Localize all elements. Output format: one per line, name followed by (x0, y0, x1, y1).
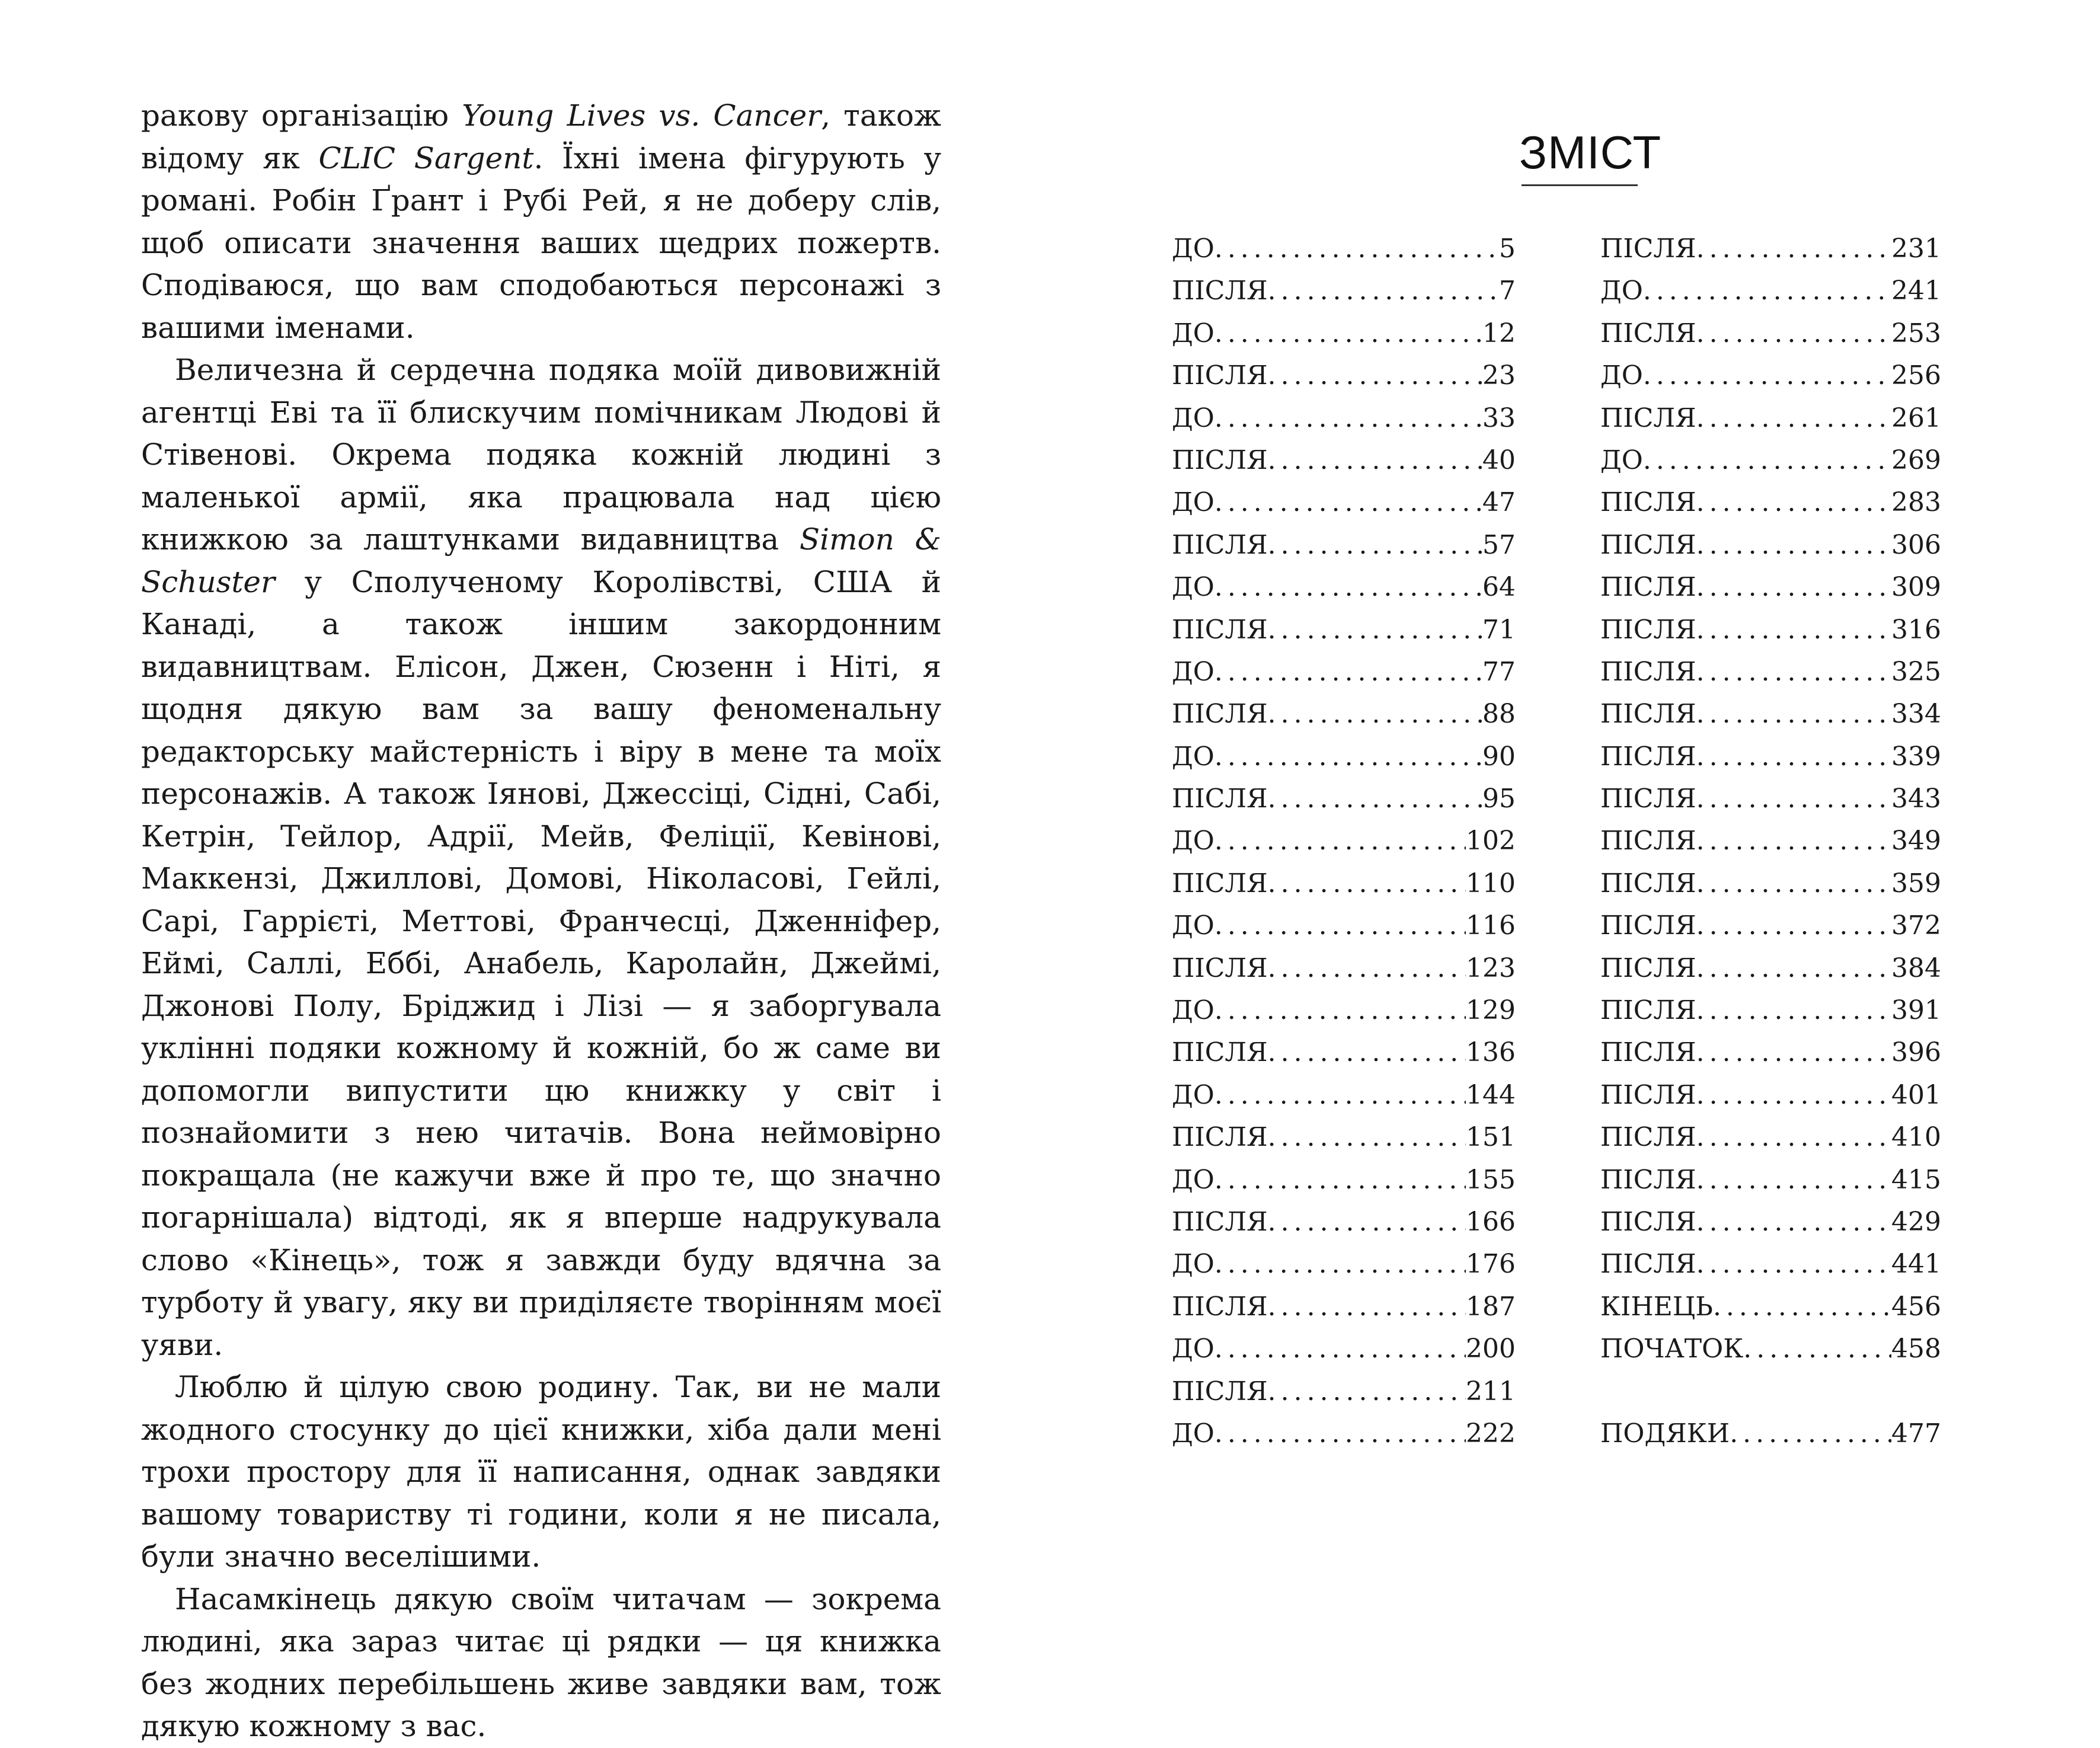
toc-entry[interactable] (1172, 947, 1516, 989)
toc-leader-dots (1214, 905, 1466, 947)
toc-entry[interactable] (1600, 1031, 1941, 1073)
toc-entry-label: ДО (1600, 360, 1643, 391)
toc-entry[interactable] (1600, 693, 1941, 735)
toc-leader-dots (1696, 736, 1891, 778)
toc-entry-page: 372 (1891, 910, 1941, 941)
toc-entry-page: 90 (1482, 741, 1516, 772)
toc-entry-label: ПІСЛЯ (1600, 1122, 1696, 1153)
toc-leader-dots (1268, 354, 1482, 397)
toc-leader-dots (1643, 439, 1891, 481)
toc-entry-page: 325 (1891, 656, 1941, 687)
toc-entry-page: 110 (1466, 868, 1516, 899)
toc-entry[interactable] (1600, 736, 1941, 778)
toc-entry-page: 123 (1466, 953, 1516, 983)
toc-leader-dots (1214, 820, 1466, 862)
toc-entry-page: 283 (1891, 487, 1941, 518)
toc-title-underline (1522, 184, 1638, 186)
toc-entry-label: ПІСЛЯ (1172, 784, 1268, 814)
text-run: . Їхні імена фігурують у романі. Робін Ґрант і Рубі Рей, я не доберу слів, щоб описати значення ваших щедрих пожертв. Сподіваюся, що вам сподобаються персонажі з вашими іменами. (141, 140, 942, 345)
toc-leader-dots (1696, 609, 1891, 651)
toc-entry[interactable] (1172, 481, 1516, 523)
toc-leader-dots (1696, 1116, 1891, 1158)
toc-leader-dots (1268, 1201, 1466, 1243)
italic-text: CLIC Sargent (318, 140, 534, 175)
toc-entry-page: 343 (1891, 784, 1941, 814)
toc-leader-dots (1268, 1370, 1466, 1413)
toc-leader-dots (1268, 439, 1482, 481)
toc-leader-dots (1696, 312, 1891, 354)
toc-leader-dots (1696, 947, 1891, 989)
toc-entry-page: 47 (1482, 487, 1516, 518)
toc-entry-label: ДО (1172, 656, 1214, 687)
toc-entry-page: 339 (1891, 741, 1941, 772)
toc-leader-dots (1268, 693, 1482, 735)
toc-entry-label: ДО (1600, 276, 1643, 306)
toc-entry-label: ДО (1172, 1334, 1214, 1364)
toc-entry-label: ПІСЛЯ (1172, 1206, 1268, 1237)
toc-entry-page: 269 (1891, 445, 1941, 475)
toc-entry[interactable] (1600, 1328, 1941, 1370)
toc-leader-dots (1696, 778, 1891, 820)
toc-right-column (1600, 228, 1941, 1455)
toc-entry-label: ПІСЛЯ (1600, 402, 1696, 433)
toc-leader-dots (1696, 905, 1891, 947)
toc-entry-page: 410 (1891, 1122, 1941, 1153)
toc-entry-label: ДО (1172, 318, 1214, 349)
toc-entry-label: ПІСЛЯ (1172, 1122, 1268, 1153)
toc-entry[interactable] (1600, 778, 1941, 820)
toc-entry-label: ДО (1172, 1249, 1214, 1280)
toc-entry-label: КІНЕЦЬ (1600, 1291, 1713, 1322)
toc-entry[interactable] (1600, 651, 1941, 693)
toc-entry-label: ПІСЛЯ (1600, 1206, 1696, 1237)
toc-leader-dots (1696, 228, 1891, 270)
toc-entry[interactable] (1172, 270, 1516, 312)
toc-entry-label: ДО (1172, 402, 1214, 433)
toc-entry-label: ПІСЛЯ (1600, 953, 1696, 983)
toc-entry[interactable] (1600, 1286, 1941, 1328)
toc-entry-label: ПІСЛЯ (1172, 529, 1268, 560)
toc-entry-label: ПІСЛЯ (1600, 910, 1696, 941)
toc-entry[interactable] (1172, 1286, 1516, 1328)
acknowledgements-text (141, 95, 941, 1748)
toc-entry[interactable] (1600, 397, 1941, 439)
toc-leader-dots (1696, 1159, 1891, 1201)
toc-entry-page: 306 (1891, 529, 1941, 560)
toc-entry[interactable] (1600, 862, 1941, 905)
toc-entry-label: ПІСЛЯ (1172, 1291, 1268, 1322)
toc-entry-page: 166 (1466, 1206, 1516, 1237)
toc-entry-page: 477 (1891, 1418, 1941, 1449)
toc-entry[interactable] (1172, 1201, 1516, 1243)
toc-entry-label: ПІСЛЯ (1600, 656, 1696, 687)
toc-entry[interactable] (1600, 1116, 1941, 1158)
toc-leader-dots (1696, 566, 1891, 608)
toc-entry-label: ПІСЛЯ (1172, 699, 1268, 730)
toc-entry-page: 102 (1466, 826, 1516, 857)
toc-entry-label: ПІСЛЯ (1600, 995, 1696, 1026)
toc-entry[interactable] (1600, 439, 1941, 481)
toc-entry-label: ДО (1600, 445, 1643, 475)
toc-entry-label: ПІСЛЯ (1172, 1376, 1268, 1407)
toc-entry[interactable] (1172, 1370, 1516, 1413)
toc-leader-dots (1214, 481, 1482, 523)
toc-entry-page: 176 (1466, 1249, 1516, 1280)
toc-left-column (1172, 228, 1516, 1455)
toc-entry-label: ДО (1172, 234, 1214, 264)
toc-entry-page: 129 (1466, 995, 1516, 1026)
toc-entry-label: ПІСЛЯ (1172, 276, 1268, 306)
toc-entry-label: ДО (1172, 826, 1214, 857)
toc-entry[interactable] (1172, 1159, 1516, 1201)
toc-leader-dots (1268, 1031, 1466, 1073)
toc-leader-dots (1214, 1413, 1466, 1455)
toc-leader-dots (1696, 1201, 1891, 1243)
toc-entry[interactable] (1172, 862, 1516, 905)
toc-entry[interactable] (1172, 905, 1516, 947)
toc-entry-label: ПІСЛЯ (1600, 234, 1696, 264)
toc-leader-dots (1730, 1413, 1891, 1455)
toc-entry-label: ДО (1172, 1079, 1214, 1110)
toc-entry[interactable] (1172, 693, 1516, 735)
paragraph (141, 1366, 941, 1578)
toc-entry[interactable] (1600, 905, 1941, 947)
toc-entry-page: 384 (1891, 953, 1941, 983)
italic-text: Young Lives vs. Cancer (462, 98, 822, 133)
toc-entry[interactable] (1600, 1159, 1941, 1201)
toc-entry-page: 456 (1891, 1291, 1941, 1322)
toc-leader-dots (1214, 397, 1482, 439)
toc-entry-label: ДО (1172, 995, 1214, 1026)
toc-entry-label: ДО (1172, 1164, 1214, 1195)
text-run: ракову організацію (141, 98, 462, 133)
toc-entry-page: 316 (1891, 614, 1941, 645)
paragraph (141, 349, 941, 1366)
toc-leader-dots (1268, 778, 1482, 820)
toc-leader-dots (1214, 1074, 1466, 1116)
toc-leader-dots (1696, 397, 1891, 439)
toc-title: ЗМІСТ (1519, 126, 1662, 178)
text-run: , також відому як (141, 98, 941, 175)
paragraph (141, 95, 941, 349)
toc-leader-dots (1268, 524, 1482, 566)
toc-entry[interactable] (1172, 439, 1516, 481)
toc-leader-dots (1268, 1286, 1466, 1328)
toc-entry-label: ПІСЛЯ (1172, 1037, 1268, 1068)
toc-leader-dots (1696, 820, 1891, 862)
toc-entry-page: 211 (1466, 1376, 1516, 1407)
toc-entry-label: ПІСЛЯ (1172, 868, 1268, 899)
toc-leader-dots (1268, 609, 1482, 651)
toc-leader-dots (1643, 354, 1891, 397)
italic-text: Simon & Schuster (141, 522, 941, 599)
toc-leader-dots (1696, 862, 1891, 905)
toc-entry-page: 95 (1482, 784, 1516, 814)
toc-entry[interactable] (1172, 989, 1516, 1031)
toc-entry-page: 429 (1891, 1206, 1941, 1237)
toc-entry-label: ПІСЛЯ (1600, 868, 1696, 899)
toc-entry-page: 151 (1466, 1122, 1516, 1153)
toc-entry-page: 5 (1499, 234, 1516, 264)
paragraph (141, 1578, 941, 1748)
toc-entry[interactable] (1172, 1413, 1516, 1455)
toc-entry-label: ПІСЛЯ (1600, 1079, 1696, 1110)
toc-entry[interactable] (1172, 651, 1516, 693)
toc-entry[interactable] (1172, 397, 1516, 439)
toc-entry-page: 415 (1891, 1164, 1941, 1195)
toc-leader-dots (1268, 947, 1466, 989)
toc-entry-label: ПІСЛЯ (1600, 741, 1696, 772)
toc-entry[interactable] (1600, 228, 1941, 270)
toc-entry[interactable] (1600, 312, 1941, 354)
toc-entry[interactable] (1600, 609, 1941, 651)
toc-entry-label: ПІСЛЯ (1600, 1037, 1696, 1068)
toc-entry-page: 33 (1482, 402, 1516, 433)
toc-entry-page: 57 (1482, 529, 1516, 560)
toc-entry-label: ПІСЛЯ (1600, 826, 1696, 857)
toc-entry-page: 7 (1499, 276, 1516, 306)
toc-entry[interactable] (1172, 1116, 1516, 1158)
toc-entry-page: 187 (1466, 1291, 1516, 1322)
toc-entry-page: 396 (1891, 1037, 1941, 1068)
toc-entry-label: ПІСЛЯ (1600, 572, 1696, 603)
toc-entry-label: ДО (1172, 741, 1214, 772)
toc-leader-dots (1214, 566, 1482, 608)
toc-entry-page: 261 (1891, 402, 1941, 433)
toc-entry-label: ПІСЛЯ (1600, 487, 1696, 518)
toc-leader-dots (1696, 651, 1891, 693)
toc-spacer (1600, 1370, 1941, 1413)
toc-entry-page: 401 (1891, 1079, 1941, 1110)
toc-entry[interactable] (1600, 820, 1941, 862)
toc-entry-label: ПІСЛЯ (1600, 1249, 1696, 1280)
toc-entry-label: ПОЧАТОК (1600, 1334, 1744, 1364)
toc-leader-dots (1268, 1116, 1466, 1158)
toc-entry-label: ПІСЛЯ (1600, 699, 1696, 730)
toc-entry[interactable] (1172, 1328, 1516, 1370)
toc-entry-page: 349 (1891, 826, 1941, 857)
acknowledgements-page (141, 95, 941, 1748)
toc-entry[interactable] (1600, 566, 1941, 608)
toc-entry-page: 136 (1466, 1037, 1516, 1068)
toc-entry-label: ПІСЛЯ (1600, 784, 1696, 814)
toc-entry-page: 391 (1891, 995, 1941, 1026)
toc-entry-page: 144 (1466, 1079, 1516, 1110)
toc-leader-dots (1696, 524, 1891, 566)
toc-entry[interactable] (1600, 947, 1941, 989)
toc-leader-dots (1696, 1074, 1891, 1116)
toc-entry[interactable] (1172, 1074, 1516, 1116)
toc-entry-page: 88 (1482, 699, 1516, 730)
toc-entry[interactable] (1600, 989, 1941, 1031)
toc-entry-page: 71 (1482, 614, 1516, 645)
toc-leader-dots (1696, 693, 1891, 735)
toc-entry-page: 64 (1482, 572, 1516, 603)
toc-entry-label: ДО (1172, 1418, 1214, 1449)
toc-leader-dots (1643, 270, 1891, 312)
toc-entry-label: ПІСЛЯ (1172, 614, 1268, 645)
toc-entry[interactable] (1172, 609, 1516, 651)
toc-entry-page: 12 (1482, 318, 1516, 349)
toc-leader-dots (1696, 1243, 1891, 1285)
toc-entry[interactable] (1600, 354, 1941, 397)
toc-entry-label: ПІСЛЯ (1600, 614, 1696, 645)
toc-leader-dots (1268, 270, 1499, 312)
toc-entry-label: ПІСЛЯ (1172, 953, 1268, 983)
toc-leader-dots (1214, 989, 1466, 1031)
toc-entry[interactable] (1600, 1413, 1941, 1455)
text-run: Величезна й сердечна подяка моїй дивовижній агентці Еві та її блискучим помічникам Людові й Стівенові. Окрема подяка кожній людині з маленької армії, яка працювала над цією книжкою за лаштунками видавництва (141, 353, 941, 557)
text-run: Люблю й цілую свою родину. Так, ви не мали жодного стосунку до цієї книжки, хіба дали мені трохи простору для її написання, однак завдяки вашому товариству ті години, коли я не писала, були значно веселішими. (141, 1370, 941, 1574)
toc-leader-dots (1268, 862, 1466, 905)
toc-entry-page: 253 (1891, 318, 1941, 349)
toc-leader-dots (1743, 1328, 1891, 1370)
toc-entry-label: ПІСЛЯ (1172, 360, 1268, 391)
toc-entry-label: ПІСЛЯ (1172, 445, 1268, 475)
toc-leader-dots (1696, 989, 1891, 1031)
toc-entry-page: 231 (1891, 234, 1941, 264)
toc-leader-dots (1214, 1328, 1466, 1370)
toc-entry[interactable] (1600, 481, 1941, 523)
toc-entry[interactable] (1172, 736, 1516, 778)
toc-entry-page: 241 (1891, 276, 1941, 306)
toc-leader-dots (1696, 1031, 1891, 1073)
toc-entry[interactable] (1600, 270, 1941, 312)
toc-entry-page: 458 (1891, 1334, 1941, 1364)
toc-leader-dots (1696, 481, 1891, 523)
toc-leader-dots (1214, 1159, 1466, 1201)
toc-leader-dots (1713, 1286, 1891, 1328)
toc-entry[interactable] (1172, 1243, 1516, 1285)
toc-leader-dots (1214, 312, 1482, 354)
toc-entry[interactable] (1172, 820, 1516, 862)
toc-entry-label: ДО (1172, 910, 1214, 941)
toc-entry-label: ПІСЛЯ (1600, 318, 1696, 349)
toc-entry[interactable] (1172, 566, 1516, 608)
toc-entry-label: ДО (1172, 487, 1214, 518)
toc-leader-dots (1214, 228, 1499, 270)
toc-entry-page: 200 (1466, 1334, 1516, 1364)
toc-entry[interactable] (1172, 778, 1516, 820)
toc-entry-page: 359 (1891, 868, 1941, 899)
toc-entry-label: ДО (1172, 572, 1214, 603)
toc-entry-page: 309 (1891, 572, 1941, 603)
toc-entry-page: 441 (1891, 1249, 1941, 1280)
toc-entry[interactable] (1172, 524, 1516, 566)
toc-entry[interactable] (1172, 1031, 1516, 1073)
toc-entry-page: 77 (1482, 656, 1516, 687)
toc-entry-page: 23 (1482, 360, 1516, 391)
toc-leader-dots (1214, 651, 1482, 693)
toc-entry-label: ПОДЯКИ (1600, 1418, 1730, 1449)
toc-entry[interactable] (1172, 312, 1516, 354)
toc-leader-dots (1214, 736, 1482, 778)
toc-entry-page: 40 (1482, 445, 1516, 475)
toc-entry-page: 256 (1891, 360, 1941, 391)
toc-entry[interactable] (1172, 228, 1516, 270)
text-run: у Сполученому Королівстві, США й Канаді, а також іншим закордонним видавництвам. Елісон, Джен, Сюзенн і Ніті, я щодня дякую вам за вашу феноменальну редакторську майстерність і віру в мене та моїх персонажів. А також Іянові, Джессіці, Сідні, Сабі, Кетрін, Тейлор, Адрії, Мейв, Феліції, Кевінові, Маккензі, Джиллові, Домові, Ніколасові, Гейлі, Сарі, Гаррієті, Меттові, Франчесці, Дженніфер, Еймі, Саллі, Еббі, Анабель, Каролайн, Джеймі, Джонові Полу, Бріджид і Лізі — я заборгувала уклінні подяки кожному й кожній, бо ж саме ви допомогли випустити цю книжку у світ і познайомити з нею читачів. Вона неймовірно покращала (не кажучи вже й про те, що значно погарнішала) відтоді, як я вперше надрукувала слово «Кінець», тож я завжди буду вдячна за турботу й увагу, яку ви приділяєте творінням моєї уяви. (141, 564, 941, 1362)
toc-entry-page: 155 (1466, 1164, 1516, 1195)
toc-entry-page: 116 (1466, 910, 1516, 941)
toc-entry[interactable] (1600, 1201, 1941, 1243)
toc-entry-label: ПІСЛЯ (1600, 529, 1696, 560)
toc-entry-page: 334 (1891, 699, 1941, 730)
toc-entry[interactable] (1600, 1243, 1941, 1285)
toc-entry-page: 222 (1466, 1418, 1516, 1449)
toc-leader-dots (1214, 1243, 1466, 1285)
toc-entry[interactable] (1172, 354, 1516, 397)
toc-entry[interactable] (1600, 524, 1941, 566)
toc-entry[interactable] (1600, 1074, 1941, 1116)
toc-entry-label: ПІСЛЯ (1600, 1164, 1696, 1195)
text-run: Насамкінець дякую своїм читачам — зокрема людині, яка зараз читає ці рядки — ця книжка без жодних перебільшень живе завдяки вам, тож дякую кожному з вас. (141, 1581, 941, 1743)
